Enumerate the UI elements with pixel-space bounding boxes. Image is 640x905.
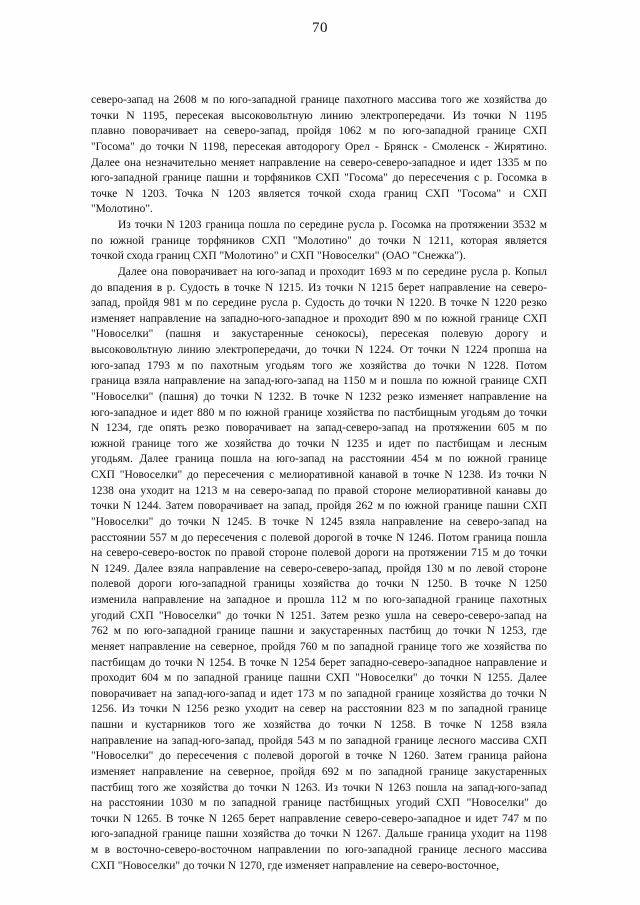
text-line: проходит 604 м по западной границе пашни СХП "Новоселки" до точки N 1255. Далее [91, 672, 547, 685]
text-line: СХП "Новоселки" до пересечения с мелиоративной канавой в точке N 1238. Из точки N [91, 469, 547, 481]
text-line: на северо-северо-восток по правой стороне полевой дороги на протяжении 715 м до точки [91, 547, 547, 560]
text-line: точки N 1195, пересекая высоковольтную линию электропередачи. Из точки N 1195 [91, 109, 547, 122]
text-line: южной границе того же хозяйства до точки N 1235 и идет по пастбищам и лесным [91, 437, 547, 450]
text-line: 1256. Из точки N 1256 резко уходит на север на расстоянии 823 м по западной границе [91, 703, 547, 716]
text-line: расстоянии 557 м до пересечения с полевой дорогой в точке N 1246. Потом граница пошла [91, 531, 547, 544]
paragraph [91, 93, 547, 218]
text-line: меняет направление на северное, пройдя 760 м по западной границе того же хозяйства по [91, 640, 547, 653]
text-line: запад, пройдя 981 м по середине русла р. Судость до точки N 1220. В точке N 1220 резко [91, 297, 547, 310]
text-line: полевой дороги юго-западной границы хозяйства до точки N 1250. В точке N 1250 [91, 578, 547, 591]
text-line: изменила направление на западное и прошла 112 м по юго-западной границе пахотных [91, 594, 547, 606]
text-line: пастбищ того же хозяйства до точки N 1263. Из точки N 1263 пошла на запад-юго-запад [91, 781, 547, 794]
text-line: "Госома" до точки N 1198, пересекая автодорогу Орел - Брянск - Смоленск - Жирятино. [91, 140, 547, 153]
text-line: изменяет направление на западно-юго-западное и проходит 890 м по южной границе СХП [91, 312, 547, 325]
text-line: юго-западной границе пашни хозяйства до точки N 1267. Дальше граница уходит на 1198 [91, 828, 547, 841]
text-line: юго-запад 1793 м по пахотным угодьям того же хозяйства до точки N 1228. Потом [91, 359, 547, 372]
text-line: "Новоселки" (пашня и закустаренные сенокосы), пересекая полевую дорогу и [91, 328, 547, 341]
text-line: северо-запад на 2608 м по юго-западной границе пахотного массива того же хозяйства до [91, 94, 547, 106]
text-line: по южной границе торфяников СХП "Молотино" до точки N 1211, которая является [91, 234, 547, 247]
text-line: угодий СХП "Новоселки" до точки N 1251. Затем резко ушла на северо-северо-запад на [91, 609, 547, 622]
text-line: юго-западной границе пашни и торфяников СХП "Госома" до пересечения с р. Госомка в [91, 172, 547, 185]
text-line: граница взяла направление на запад-юго-запад на 1150 м и пошла по южной границе СХП [91, 375, 547, 388]
text-line: точки N 1265. В точке N 1265 берет направление северо-северо-западное и идет 747 м по [91, 812, 547, 825]
text-line: "Молотино". [91, 203, 153, 216]
text-line: "Новоселки" (пашня) до точки N 1232. В точке N 1232 резко изменяет направление на [91, 390, 547, 403]
text-line: "Новоселки" до пересечения с полевой дорогой в точке N 1260. Затем граница района [91, 750, 547, 763]
text-line: точки N 1244. Затем поворачивает на запад, пройдя 262 м по южной границе пашни СХП [91, 500, 547, 513]
text-line: высоковольтную линию электропередачи, до точки N 1224. От точки N 1224 пропша на [91, 344, 547, 356]
page-number: 70 [312, 20, 328, 36]
paragraph [91, 265, 547, 874]
text-line: плавно поворачивает на северо-запад, пройдя 1062 м по юго-западной границе СХП [91, 125, 547, 138]
text-line: пашни и кустарников того же хозяйства до точки N 1258. В точке N 1258 взяла [91, 719, 547, 731]
text-line: точке N 1203. Точка N 1203 является точкой схода границ СХП "Госома" и СХП [91, 187, 547, 200]
text-line: на расстоянии 1030 м по западной границе пастбищных угодий СХП "Новоселки" до [91, 797, 547, 810]
text-line: N 1234, где опять резко поворачивает на запад-северо-запад на протяжении 605 м по [91, 422, 547, 435]
document-body [91, 93, 547, 874]
text-line: 1238 она уходит на 1213 м на северо-запад по правой стороне мелиоративной канавы до [91, 484, 547, 497]
text-line: N 1249. Далее взяла направление на северо-северо-запад, пройдя 130 м по левой стороне [91, 562, 547, 575]
paragraph [91, 218, 547, 265]
text-line: Далее она поворачивает на юго-запад и проходит 1693 м по середине русла р. Копыл [118, 265, 547, 278]
text-line: изменяет направление на северное, пройдя 692 м по западной границе закустаренных [91, 765, 547, 778]
text-line: Далее она незначительно меняет направление на северо-северо-западное и идет 1335 м по [91, 156, 547, 169]
text-line: пастбищам до точки N 1254. В точке N 1254 берет западно-северо-западное направление и [91, 656, 547, 669]
text-line: точкой схода границ СХП "Молотино" и СХП "Новоселки" (ОАО "Снежка"). [91, 250, 466, 263]
text-line: направление на запад-юго-запад, пройдя 543 м по западной границе лесного массива СХП [91, 734, 547, 747]
text-line: 762 м по юго-западной границе пашни и закустаренных пастбищ до точки N 1253, где [91, 625, 547, 638]
text-line: СХП "Новоселки" до точки N 1270, где изменяет направление на северо-восточное, [91, 859, 500, 872]
text-line: угодьям. Далее граница пошла на юго-запад на расстоянии 454 м по южной границе [91, 453, 547, 466]
text-line: м в восточно-северо-восточном направлении по юго-западной границе лесного массива [91, 844, 547, 856]
text-line: до впадения в р. Судость в точке N 1215. Из точки N 1215 берет направление на северо- [91, 281, 547, 294]
text-line: "Новоселки" до точки N 1245. В точке N 1245 взяла направление на северо-запад на [91, 515, 547, 528]
text-line: юго-западное и идет 880 м по южной границе хозяйства по пастбищным угодьям до точки [91, 406, 547, 419]
text-line: поворачивает на запад-юго-запад и идет 173 м по западной границе хозяйства до точки N [91, 687, 547, 700]
text-line: Из точки N 1203 граница пошла по середине русла р. Госомка на протяжении 3532 м [118, 219, 547, 231]
